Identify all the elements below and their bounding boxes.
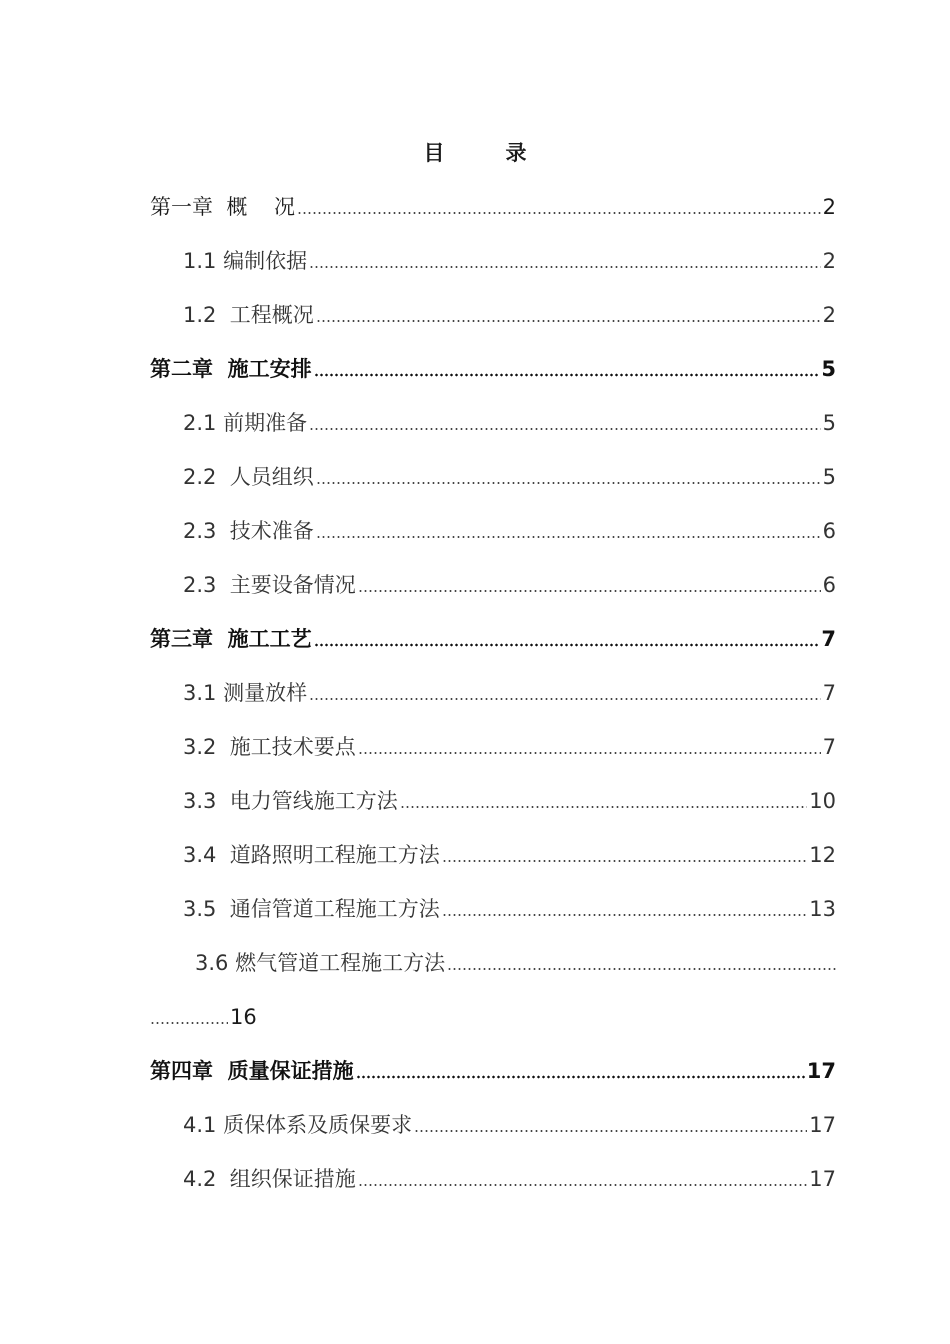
toc-entry-page: 5 [821,357,836,381]
toc-entry-label: 2.1 前期准备 [183,411,308,435]
toc-entry-label: 3.1 测量放样 [183,681,308,705]
dot-leader [309,265,821,269]
table-of-contents [150,178,836,1204]
toc-entry-page: 7 [822,735,836,759]
toc-entry-label: 第四章 质量保证措施 [150,1059,354,1083]
toc-entry-page: 17 [809,1113,836,1137]
toc-entry-section-4-1[interactable] [150,1096,836,1150]
dot-leader [316,319,821,323]
toc-entry-chapter-3[interactable] [150,610,836,664]
toc-entry-label: 3.3 电力管线施工方法 [183,789,398,813]
toc-entry-page: 2 [822,249,836,273]
toc-title: 目 录 [423,141,547,165]
toc-entry-label: 3.4 道路照明工程施工方法 [183,843,440,867]
dot-leader [297,211,821,215]
dot-leader [316,481,821,485]
toc-entry-page: 7 [821,627,836,651]
toc-entry-chapter-2[interactable] [150,340,836,394]
toc-entry-page: 5 [822,411,836,435]
dot-leader [442,859,808,863]
toc-entry-chapter-1[interactable] [150,178,836,232]
toc-entry-page: 17 [809,1167,836,1191]
toc-entry-section-4-2[interactable] [150,1150,836,1204]
toc-entry-page: 6 [822,573,836,597]
toc-entry-label: 2.3 技术准备 [183,519,314,543]
toc-entry-section-2-2[interactable] [150,448,836,502]
toc-entry-label: 4.2 组织保证措施 [183,1167,356,1191]
toc-entry-page: 17 [806,1059,836,1083]
dot-leader [314,643,820,647]
toc-entry-page: 2 [822,303,836,327]
toc-entry-section-2-1[interactable] [150,394,836,448]
toc-entry-page: 5 [822,465,836,489]
dot-leader [442,913,808,917]
toc-entry-section-2-3[interactable] [150,502,836,556]
toc-entry-label: 3.5 通信管道工程施工方法 [183,897,440,921]
toc-entry-section-3-2[interactable] [150,718,836,772]
toc-entry-chapter-4[interactable] [150,1042,836,1096]
dot-leader [314,373,820,377]
toc-entry-label: 1.2 工程概况 [183,303,314,327]
toc-entry-label: 2.2 人员组织 [183,465,314,489]
dot-leader [316,535,821,539]
dot-leader [414,1129,807,1133]
toc-entry-section-3-4[interactable] [150,826,836,880]
toc-entry-section-1-2[interactable] [150,286,836,340]
toc-entry-section-3-6[interactable] [150,934,836,988]
toc-entry-page: 6 [822,519,836,543]
toc-entry-page: 12 [809,843,836,867]
toc-entry-section-2-3b[interactable] [150,556,836,610]
dot-leader [358,589,821,593]
dot-leader [309,697,821,701]
dot-leader [400,805,808,809]
dot-leader [150,1021,228,1025]
toc-entry-section-3-5[interactable] [150,880,836,934]
dot-leader [358,751,821,755]
toc-entry-label: 4.1 质保体系及质保要求 [183,1113,413,1137]
toc-entry-page: 13 [809,897,836,921]
toc-entry-label: 第二章 施工安排 [150,357,312,381]
toc-entry-label: 3.2 施工技术要点 [183,735,356,759]
dot-leader [358,1183,808,1187]
toc-entry-label: 第三章 施工工艺 [150,627,312,651]
dot-leader [309,427,821,431]
toc-entry-label: 3.6 燃气管道工程施工方法 [195,951,446,975]
toc-entry-section-3-3[interactable] [150,772,836,826]
toc-entry-page: 16 [230,1005,257,1029]
toc-entry-page: 10 [809,789,836,813]
dot-leader [447,967,836,971]
toc-entry-page: 2 [822,195,836,219]
toc-entry-section-3-6-continued[interactable] [150,988,836,1042]
toc-entry-label: 1.1 编制依据 [183,249,308,273]
toc-entry-label: 2.3 主要设备情况 [183,573,356,597]
toc-entry-page: 7 [822,681,836,705]
toc-entry-section-1-1[interactable] [150,232,836,286]
toc-entry-label: 第一章 概 况 [150,195,296,219]
dot-leader [356,1075,805,1079]
toc-entry-section-3-1[interactable] [150,664,836,718]
